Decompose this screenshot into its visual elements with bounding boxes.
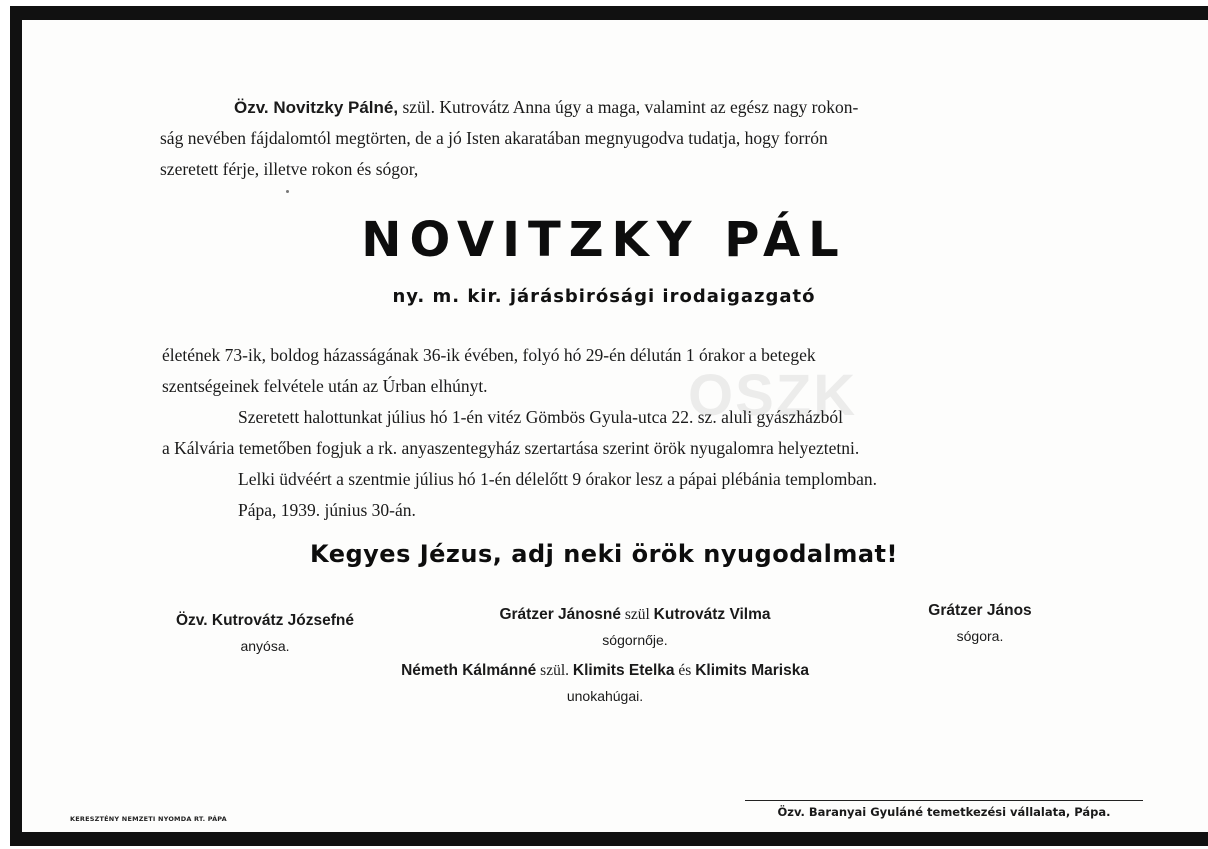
mourner-3-relation: sógora.	[956, 628, 1004, 644]
mourner-3	[900, 602, 1060, 644]
mourner-2-maiden: Kutrovátz Vilma	[653, 606, 771, 623]
mourner-2-name: Grátzer Jánosné	[499, 606, 621, 623]
mourner-4-name: Németh Kálmánné	[401, 662, 537, 679]
mourning-border-top	[10, 6, 1208, 20]
mourner-2-name-line	[450, 606, 820, 624]
mourner-4	[330, 662, 880, 704]
mourning-border-left	[10, 6, 22, 846]
mourner-4-and: és	[674, 662, 696, 679]
mourner-2-relation: sógornője.	[602, 632, 668, 648]
undertaker-imprint: Özv. Baranyai Gyuláné temetkezési vállalata, Pápa.	[745, 800, 1143, 819]
widow-name: Özv. Novitzky Pálné,	[234, 98, 399, 117]
intro-line-3: szeretett férje, illetve rokon és sógor,	[160, 159, 419, 179]
intro-paragraph	[160, 92, 1036, 185]
intro-line-1	[160, 92, 1036, 123]
mourner-4-relation: unokahúgai.	[566, 688, 644, 704]
body-paragraph	[162, 340, 1038, 526]
body-line-2: szentségeinek felvétele után az Úrban elhúnyt.	[162, 376, 488, 396]
body-line-1: életének 73-ik, boldog házasságának 36-ik évében, folyó hó 29-én délután 1 órakor a betegek	[162, 345, 816, 365]
mourner-2	[450, 606, 820, 648]
mourning-border-bottom	[10, 832, 1208, 846]
mourner-1	[150, 612, 380, 654]
paper-speck	[286, 190, 289, 193]
mourner-1-name: Özv. Kutrovátz Józsefné	[175, 612, 354, 629]
mourner-2-szul: szül	[620, 606, 654, 623]
intro-line-1-text: szül. Kutrovátz Anna úgy a maga, valamint az egész nagy rokon-	[398, 97, 859, 117]
mass-line: Lelki üdvéért a szentmie július hó 1-én délelőtt 9 órakor lesz a pápai plébánia templomban.	[238, 469, 878, 489]
mourner-3-name: Grátzer János	[928, 602, 1032, 619]
mourner-4-name-line	[330, 662, 880, 680]
library-watermark: OSZK	[688, 363, 858, 428]
mourner-4-maiden-2: Klimits Mariska	[695, 662, 809, 679]
prayer-line: Kegyes Jézus, adj neki örök nyugodalmat!	[310, 540, 898, 568]
deceased-name: NOVITZKY PÁL	[361, 212, 847, 268]
funeral-line-2: a Kálvária temetőben fogjuk a rk. anyaszentegyház szertartása szerint örök nyugalomra helyeztetni.	[162, 438, 860, 458]
place-date: Pápa, 1939. június 30-án.	[238, 500, 416, 520]
funeral-line-1: Szeretett halottunkat július hó 1-én vitéz Gömbös Gyula-utca 22. sz. aluli gyászházból	[238, 407, 844, 427]
intro-line-2: ság nevében fájdalomtól megtörten, de a jó Isten akaratában megnyugodva tudatja, hogy forrón	[160, 128, 828, 148]
mourner-4-szul: szül.	[536, 662, 573, 679]
printer-imprint: KERESZTÉNY NEMZETI NYOMDA RT. PÁPA	[70, 815, 227, 823]
mourner-1-relation: anyósa.	[240, 638, 290, 654]
deceased-title: ny. m. kir. járásbirósági irodaigazgató	[392, 286, 816, 307]
mourner-4-maiden-1: Klimits Etelka	[572, 662, 675, 679]
